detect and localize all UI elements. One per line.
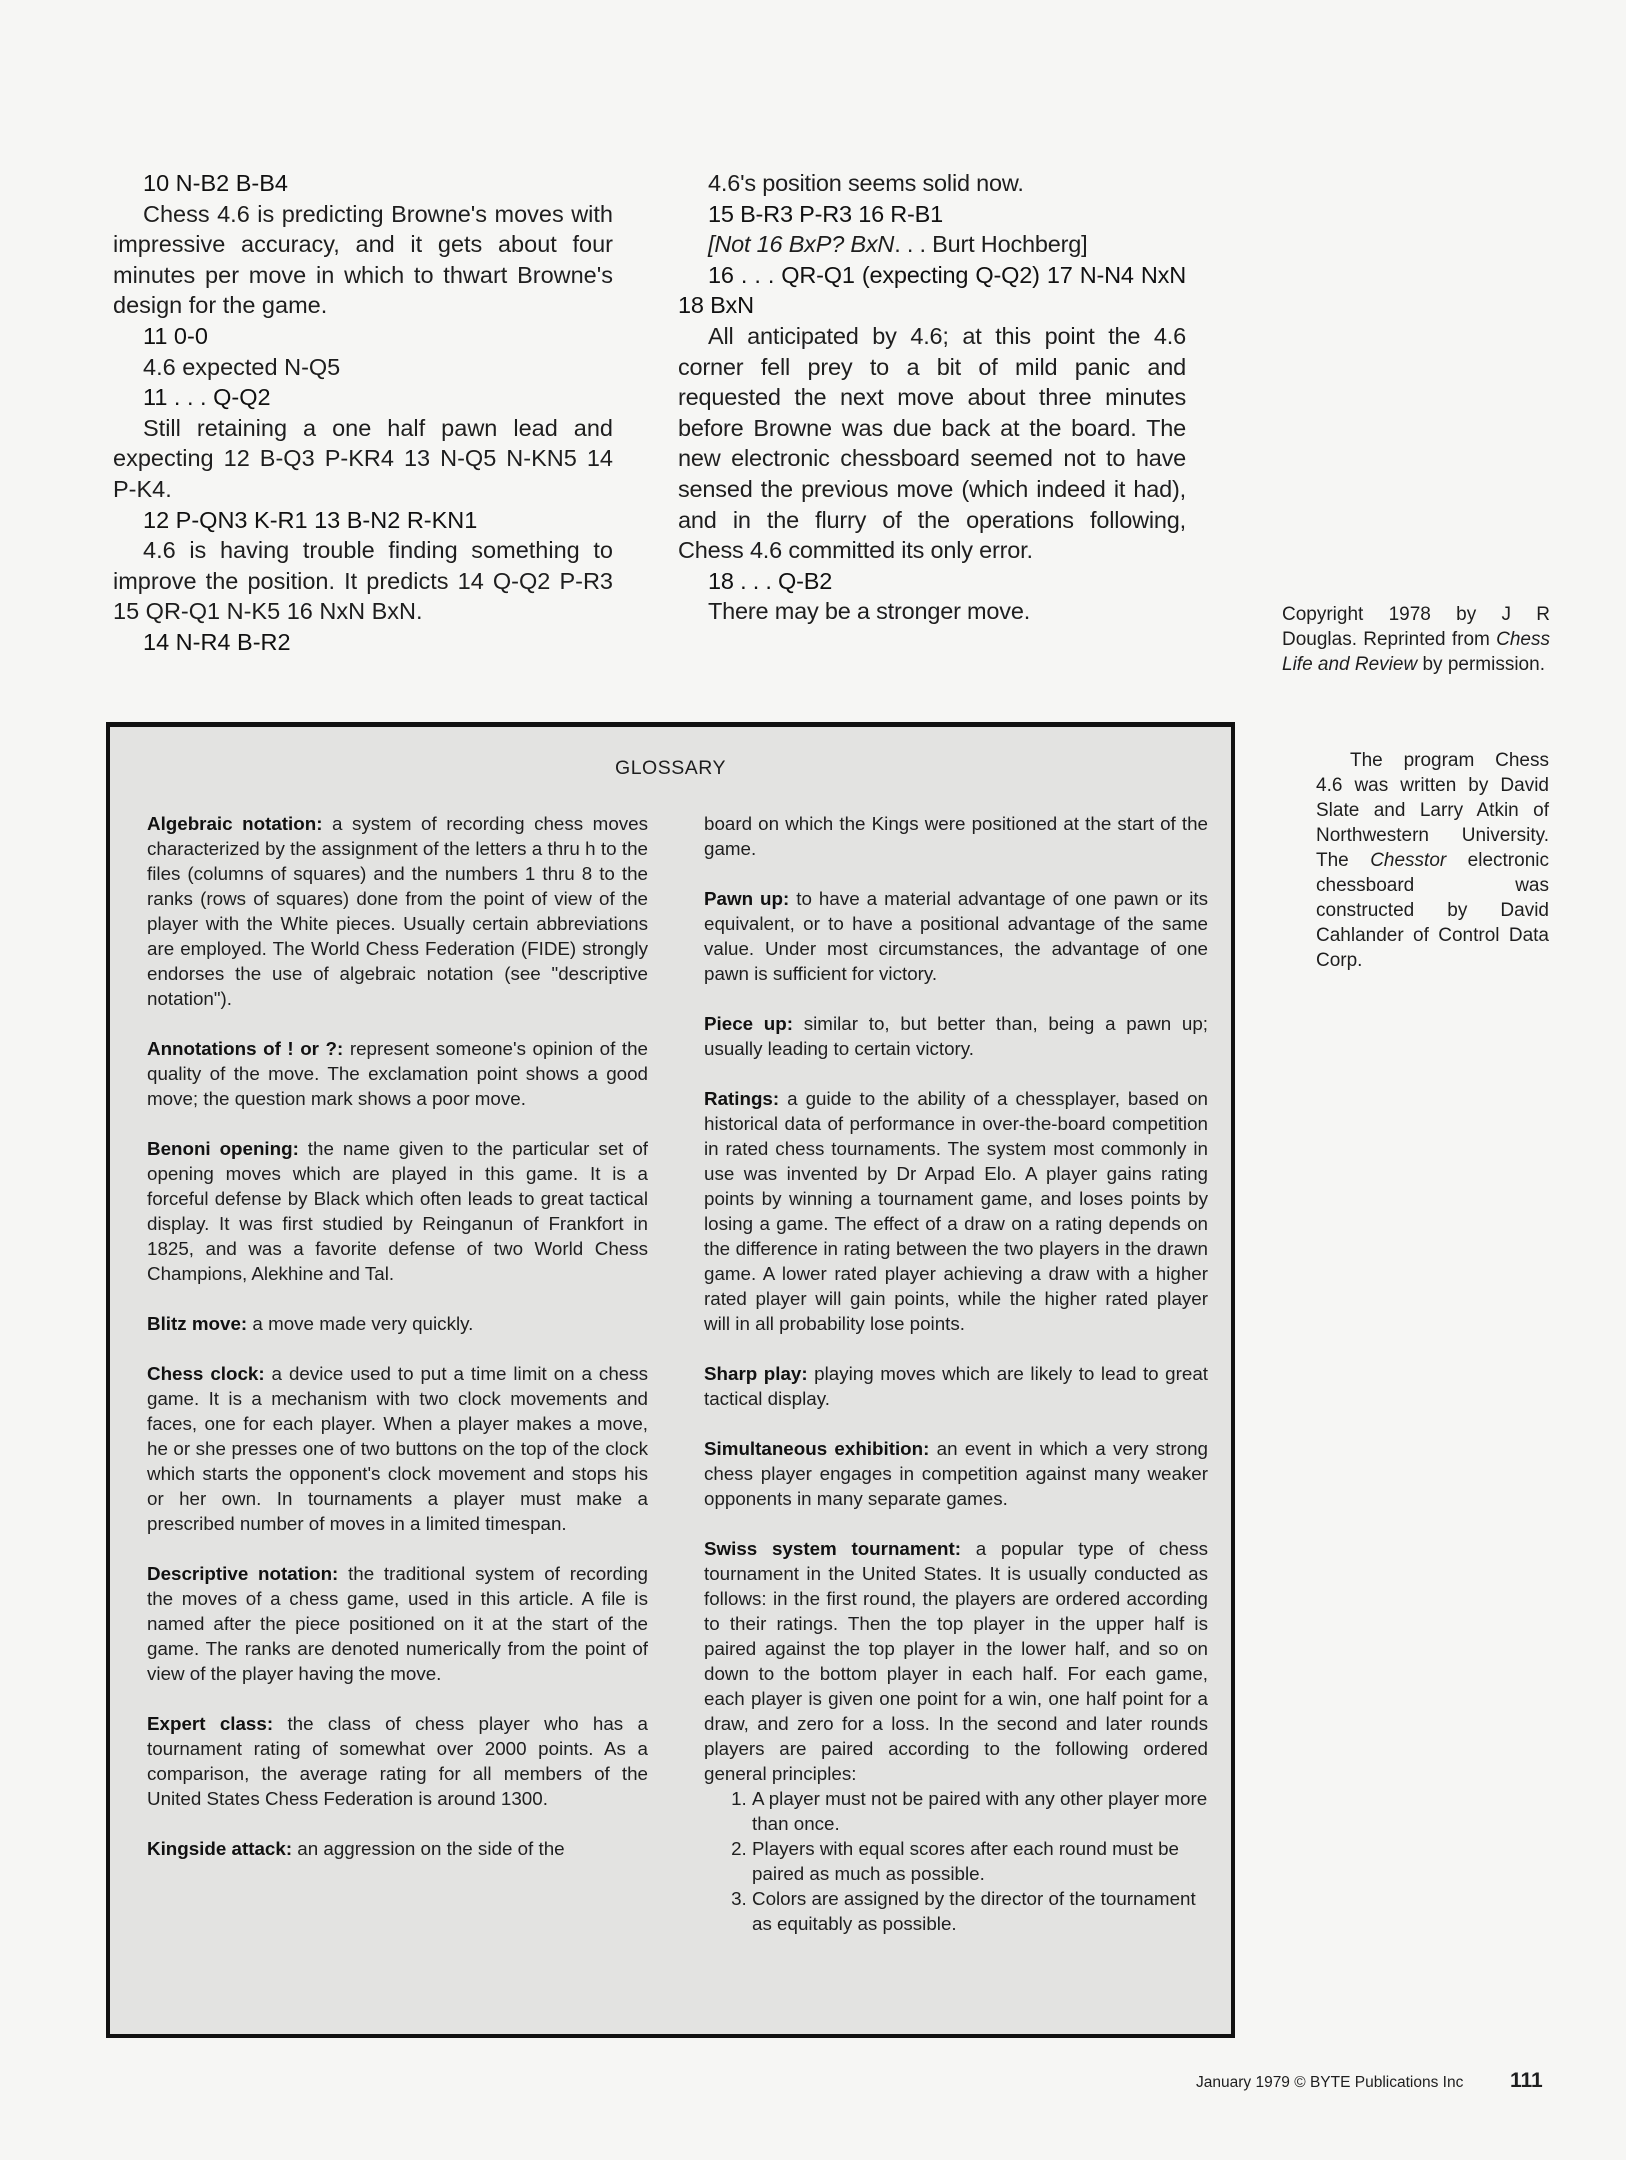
paragraph: 4.6 is having trouble finding something to improve the position. It predicts 14 Q-Q2 P-R3 15 QR-Q1 N-K5 16 NxN BxN.	[113, 537, 613, 625]
glossary-definition: a device used to put a time limit on a chess game. It is a mechanism with two clock movements and faces, one for each player. When a player makes a move, he or she presses one of two buttons on the top of the clock which starts the opponent's clock movement and stops his or her own. In tournaments a player must make a prescribed number of moves in a limited timespan.	[147, 1363, 648, 1534]
glossary-definition: an event in which a very strong chess player engages in competition against many weaker opponents in many separate games.	[704, 1438, 1208, 1509]
note-attribution: . . . Burt Hochberg]	[894, 231, 1088, 258]
glossary-entry	[704, 1011, 1208, 1061]
glossary-term: Swiss system tournament:	[704, 1538, 961, 1559]
glossary-definition: a system of recording chess moves characterized by the assignment of the letters a thru h to the files (columns of squares) and the numbers 1 thru 8 to the ranks (rows of squares) done from the point of view of the player with the White pieces. Usually certain abbreviations are employed. The World Chess Federation (FIDE) strongly endorses the use of algebraic notation (see "descriptive notation").	[147, 813, 648, 1009]
glossary-definition: to have a material advantage of one pawn or its equivalent, or to have a positional advantage of the same value. Under most circumstances, the advantage of one pawn is sufficient for victory.	[704, 888, 1208, 984]
glossary-entry	[147, 1711, 648, 1811]
copyright-source: Chess Life and Review	[1282, 629, 1550, 675]
glossary-entry	[147, 1136, 648, 1286]
copyright-text-end: by permission.	[1417, 654, 1545, 675]
pairing-rule: 1. A player must not be paired with any other player more than once.	[752, 1786, 1208, 1836]
glossary-term: Chess clock:	[147, 1363, 265, 1384]
glossary-entry	[147, 1311, 648, 1336]
copyright-notice	[1282, 602, 1550, 677]
copyright-text: Copyright 1978 by J R Douglas. Reprinted from	[1282, 604, 1550, 650]
paragraph: Still retaining a one half pawn lead and expecting 12 B-Q3 P-KR4 13 N-Q5 N-KN5 14 P-K4.	[113, 414, 613, 502]
glossary-term: Descriptive notation:	[147, 1563, 339, 1584]
glossary-definition: the traditional system of recording the moves of a chess game, used in this article. A file is named after the piece positioned on it at the start of the game. The ranks are denoted numerically from the point of view of the player having the move.	[147, 1563, 649, 1684]
glossary-entry-continued: board on which the Kings were positioned at the start of the game.	[704, 813, 1208, 859]
sidebar-text: The program Chess 4.6 was written by David Slate and Larry Atkin of Northwestern University. The	[1316, 750, 1549, 871]
sidebar-paragraph	[1316, 748, 1549, 973]
glossary-column-left	[147, 811, 648, 1886]
pairing-rules-list	[704, 1786, 1208, 1936]
glossary-entry	[147, 1361, 648, 1536]
glossary-term: Expert class:	[147, 1713, 274, 1734]
pairing-rule: 2. Players with equal scores after each round must be paired as much as possible.	[752, 1836, 1208, 1886]
glossary-entry	[704, 1086, 1208, 1336]
paragraph: Chess 4.6 is predicting Browne's moves with impressive accuracy, and it gets about four minutes per move in which to thwart Browne's design for the game.	[113, 200, 613, 319]
glossary-definition: the name given to the particular set of opening moves which are played in this game. It is a forceful defense by Black which often leads to great tactical display. It was first studied by Reinganun of Frankfort in 1825, and was a favorite defense of two World Chess Champions, Alekhine and Tal.	[147, 1138, 648, 1284]
glossary-entry	[147, 811, 648, 1011]
paragraph: 4.6's position seems solid now.	[708, 170, 1024, 196]
glossary-definition: playing moves which are likely to lead to great tactical display.	[704, 1363, 1208, 1409]
glossary-term: Annotations of ! or ?:	[147, 1038, 344, 1059]
paragraph: There may be a stronger move.	[708, 598, 1031, 625]
glossary-definition: similar to, but better than, being a pawn up; usually leading to certain victory.	[704, 1013, 1208, 1059]
glossary-entry	[147, 1836, 648, 1861]
glossary-definition: represent someone's opinion of the quality of the move. The exclamation point shows a good move; the question mark shows a poor move.	[147, 1038, 649, 1109]
page-number: 111	[1510, 2069, 1543, 2092]
annotation-note	[678, 229, 1186, 260]
glossary-term: Blitz move:	[147, 1313, 248, 1334]
sidebar-italic: Chesstor	[1370, 850, 1447, 871]
move-line: 12 P-QN3 K-R1 13 B-N2 R-KN1	[143, 506, 478, 533]
glossary-title: GLOSSARY	[615, 757, 726, 779]
sidebar-text-end: electronic chessboard was constructed by David Cahlander of Control Data Corp.	[1316, 850, 1549, 971]
move-line: 11 0-0	[143, 322, 208, 349]
sidebar-note	[1316, 748, 1549, 973]
article-column-left	[113, 168, 613, 658]
glossary-entry	[704, 1361, 1208, 1411]
move-line: 15 B-R3 P-R3 16 R-B1	[708, 200, 944, 227]
pairing-rule: 3. Colors are assigned by the director of the tournament as equitably as possible.	[752, 1886, 1208, 1936]
move-line: 18 . . . Q-B2	[708, 567, 833, 594]
glossary-column-right	[704, 811, 1208, 1961]
glossary-term: Sharp play:	[704, 1363, 808, 1384]
note-italic: [Not 16 BxP? BxN	[708, 231, 895, 258]
glossary-entry	[147, 1036, 648, 1111]
paragraph: All anticipated by 4.6; at this point the 4.6 corner fell prey to a bit of mild panic and requested the next move about three minutes before Browne was due back at the board. The new electronic chessboard seemed not to have sensed the previous move (which indeed it had), and in the flurry of the operations following, Chess 4.6 committed its only error.	[678, 322, 1186, 564]
glossary-entry	[704, 1436, 1208, 1511]
glossary-entry	[704, 1536, 1208, 1936]
glossary-definition: the class of chess player who has a tournament rating of somewhat over 2000 points. As a comparison, the average rating for all members of the United States Chess Federation is around 1300.	[147, 1713, 648, 1809]
move-line: 14 N-R4 B-R2	[143, 628, 291, 655]
glossary-term: Algebraic notation:	[147, 813, 323, 834]
move-line: 10 N-B2 B-B4	[143, 170, 288, 196]
glossary-term: Ratings:	[704, 1088, 780, 1109]
glossary-box	[106, 722, 1235, 2038]
glossary-term: Kingside attack:	[147, 1838, 293, 1859]
paragraph: 4.6 expected N-Q5	[143, 353, 341, 380]
article-column-middle	[678, 168, 1186, 627]
glossary-term: Simultaneous exhibition:	[704, 1438, 930, 1459]
move-line: 16 . . . QR-Q1 (expecting Q-Q2) 17 N-N4 NxN 18 BxN	[678, 261, 1186, 319]
glossary-entry	[147, 1561, 648, 1686]
glossary-definition: a guide to the ability of a chessplayer, based on historical data of performance in over-the-board competition in rated chess tournaments. The system most commonly in use was invented by Dr Arpad Elo. A player gains rating points by winning a tournament game, and loses points by losing a game. The effect of a draw on a rating depends on the difference in rating between the two players in the drawn game. A lower rated player achieving a draw with a higher rated player will gain points, while the higher rated player will in all probability lose points.	[704, 1088, 1208, 1334]
glossary-definition: a popular type of chess tournament in the United States. It is usually conducted as follows: in the first round, the players are ordered according to their ratings. Then the top player in the upper half is paired against the top player in the lower half, and so on down to the bottom player in each half. For each game, each player is given one point for a win, one half point for a draw, and zero for a loss. In the second and later rounds players are paired according to the following ordered general principles:	[704, 1538, 1208, 1784]
page-footer: January 1979 © BYTE Publications Inc	[1196, 2074, 1464, 2091]
glossary-definition: a move made very quickly.	[247, 1313, 474, 1334]
glossary-definition: an aggression on the side of the	[292, 1838, 565, 1859]
glossary-term: Benoni opening:	[147, 1138, 299, 1159]
glossary-term: Piece up:	[704, 1013, 794, 1034]
glossary-term: Pawn up:	[704, 888, 790, 909]
move-line: 11 . . . Q-Q2	[143, 384, 271, 411]
glossary-entry	[704, 886, 1208, 986]
